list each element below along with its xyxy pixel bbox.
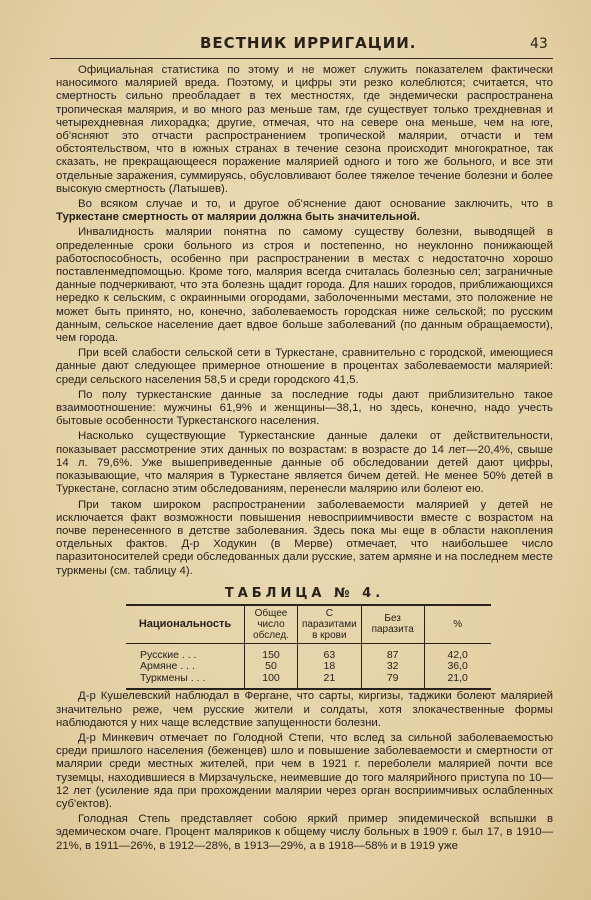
page-number: 43 (530, 36, 548, 52)
paragraph-1: Официальная статистика по этому и не может служить показателем фактически наносимого малярией вреда. Поэтому, и цифры эти резко колеблются; считается, что смертность сильно преобладает в тех местностях, где эндемически распространена тропическая малярия, и во много раз меньше там, где существует только трехдневная и четырехдневная лихорадка; другие, отмечая, что на севере она меньше, чем на юге, об'ясняют это отчасти распространением тропической малярии, отчасти и тем обстоятельством, что в южных странах в течение сезона происходит многократное, так сказать, не прекращающееся поражение малярией одного и того же больного, и все эти отдельные заражения, суммируясь, обусловливают более тяжелое течение болезни и более высокую смертность (Латышев). (56, 64, 553, 195)
row-name: Армяне (140, 660, 178, 673)
row-dots: . . . (190, 671, 206, 684)
row-name-cell (126, 673, 245, 685)
row-dots: . . . (180, 660, 195, 673)
row-with-parasites: 21 (298, 673, 362, 685)
paragraph-8: Д-р Кушелевский наблюдал в Фергане, что сарты, киргизы, таджики болеют малярией значительно реже, чем русские жители и солдаты, хотя злокачественные формы наблюдаются у них чаще вследствие запущенности болезни. (56, 690, 553, 729)
paragraph-7: При таком широком распространении заболеваемости малярией у детей не исключается факт возможности повышения невосприимчивости вместе с возрастом на почве перенесенного в детстве заболевания. Здесь пока мы еще в области накопления отдельных фактов. Д-р Ходукин (в Мерве) отмечает, что наибольшее число паразитоносителей среди обследованных дали русские, затем армяне и на последнем месте туркмены (см. таблицу 4). (56, 498, 553, 577)
row-total: 150 (245, 650, 298, 662)
row-without-parasites: 32 (361, 661, 424, 673)
paragraph-10: Голодная Степь представляет собою яркий пример эпидемической вспышки в эдемическом очаге. Процент маляриков к общему числу больных в 1909 г. был 17, в 1910—21%, в 1911—26%, в 1912—28%, в 1913—29%, а в 1918—58% и в 1919 уже (56, 813, 553, 852)
paragraph-6: Насколько существующие Туркестанские данные далеки от действительности, показывает рассмотрение этих данных по возрастам: в возрасте до 14 лет—20,4%, свыше 14 л. 79,6%. Уже вышеприведенные данные об обследовании детей дают цифры, показывающие, что малярия в Туркестане является бичем детей. Не менее 50% детей в Туркестане, согласно этим обследованиям, перенесли малярию или болеют ею. (56, 430, 553, 496)
paragraph-4: При всей слабости сельской сети в Туркестане, сравнительно с городской, имеющиеся данные дают следующее примерное отношение в процентах заболеваемости малярией: среди сельского населения 58,5 и среди городского 41,5. (56, 347, 553, 386)
row-with-parasites: 63 (298, 650, 362, 662)
header-percent: % (424, 605, 491, 644)
paragraph-2-bold: Туркестане смертность от малярии должна быть значительной. (56, 211, 420, 224)
paragraph-5: По полу туркестанские данные за последние годы дают приблизительно такое взаимоотношение: мужчины 61,9% и женщины—38,1, но здесь, конечно, надо учесть бытовые особенности Туркестанского населения. (56, 388, 553, 428)
article-body (56, 64, 553, 853)
row-percent: 21,0 (447, 671, 468, 684)
header-nationality: Национальность (126, 605, 245, 644)
row-percent: 36,0 (447, 660, 468, 673)
header-with-parasites: С паразитами в крови (298, 605, 362, 644)
table-4-title: ТАБЛИЦА № 4. (224, 585, 385, 601)
paragraph-9: Д-р Минкевич отмечает по Голодной Степи, что вслед за сильной заболеваемостью среди пришлого населения (беженцев) шло и повышение заболеваемости и смертности от малярии среди местных жителей, при чем в 1921 г. переболели малярией почти все туземцы, находившиеся в Мирзачульске, неимевшие до того малярийного приступа по 10—12 лет (усиление яда при прохождении малярии через орган восприимчивых ослабленных суб'ектов). (56, 732, 553, 811)
table-row (126, 673, 491, 685)
paragraph-3: Инвалидность малярии понятна по самому существу болезни, выводящей в определенные сроки больного из строя и постепенно, но неуклонно понижающей работоспособность, особенно при распространении в местах с недостаточно хорошо поставленмедпомощью. Кроме того, малярия всегда считалась болезнью сел; заграничные данные подчеркивают, что эта болезнь щадит города. Для наших городов, приближающихся нередко к сельским, с окраинными огородами, заболоченными местами, это положение не может быть принято, но, конечно, заболеваемость городская ниже сельской; по русским данным, сельское население дает вдвое больше заболеваний (по данным обращаемости), чем города. (56, 226, 553, 345)
journal-title: ВЕСТНИК ИРРИГАЦИИ. (200, 34, 417, 52)
header-total: Общее число обслед. (245, 605, 298, 644)
page-header (0, 34, 591, 56)
paragraph-2 (56, 198, 553, 224)
row-without-parasites: 87 (361, 650, 424, 662)
row-with-parasites: 18 (298, 661, 362, 673)
header-rule (50, 58, 553, 59)
row-name: Русские (140, 648, 179, 661)
table-header-row (126, 605, 491, 644)
row-total: 50 (245, 661, 298, 673)
row-percent: 42,0 (447, 648, 468, 661)
row-total: 100 (245, 673, 298, 685)
paragraph-2-text: Во всяком случае и то, и другое об'яснение дают основание заключить, что в (78, 198, 553, 211)
row-name: Туркмены (140, 671, 188, 684)
header-without-parasites: Без паразита (361, 605, 424, 644)
table-4 (126, 604, 491, 691)
row-without-parasites: 79 (361, 673, 424, 685)
row-dots: . . . (181, 648, 197, 661)
table-spacer (126, 684, 491, 689)
